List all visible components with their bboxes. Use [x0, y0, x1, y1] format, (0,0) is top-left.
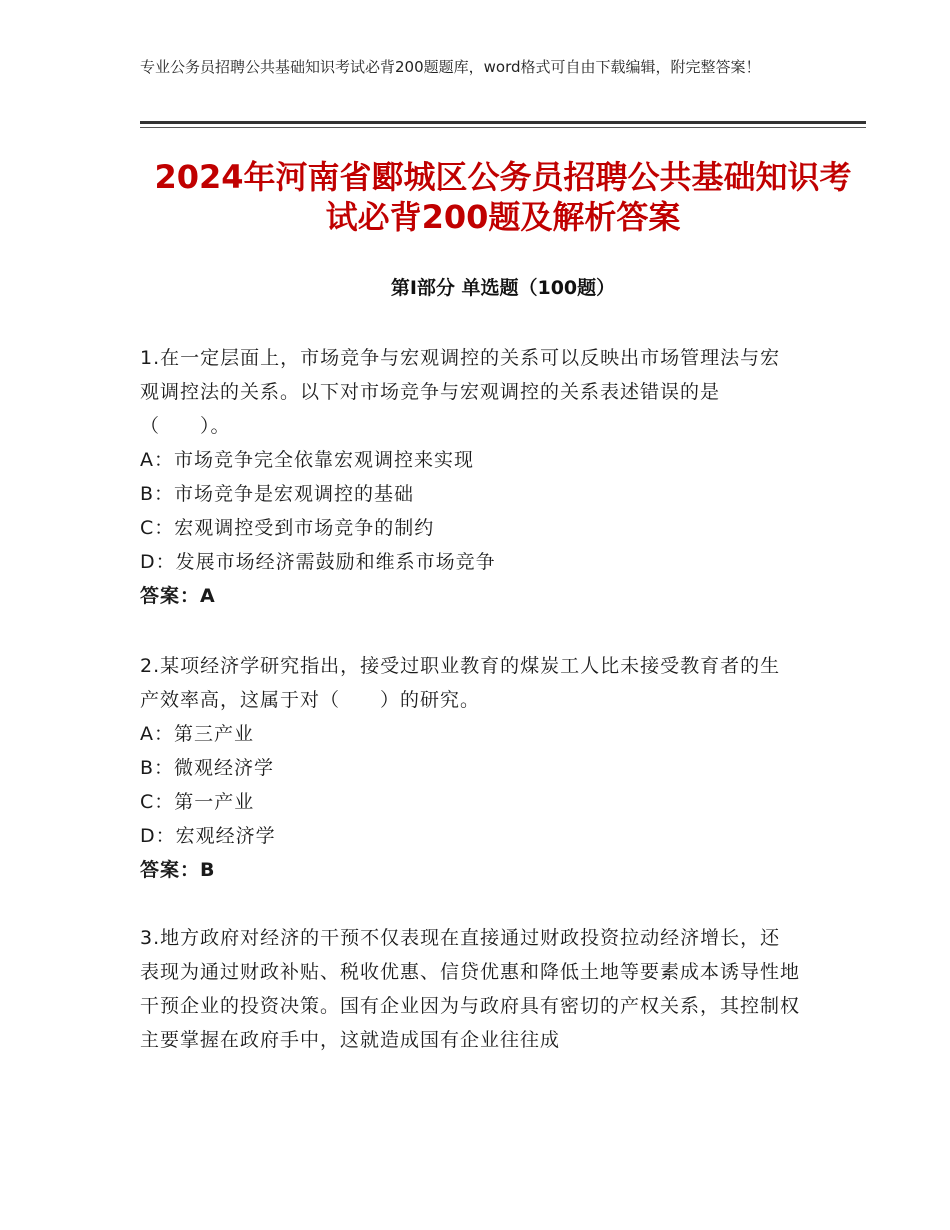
option-b: B：微观经济学	[140, 757, 275, 779]
answer: 答案：B	[140, 859, 216, 881]
answer: 答案：A	[140, 585, 216, 607]
section-heading: 第Ⅰ部分 单选题（100题）	[390, 277, 616, 299]
question-stem: 2.某项经济学研究指出，接受过职业教育的煤炭工人比未接受教育者的生产效率高，这属于对（ ）的研究。	[140, 655, 781, 711]
option-c: C：宏观调控受到市场竞争的制约	[140, 517, 435, 539]
question-stem: 1.在一定层面上，市场竞争与宏观调控的关系可以反映出市场管理法与宏观调控法的关系。以下对市场竞争与宏观调控的关系表述错误的是（ ）。	[140, 347, 781, 437]
option-c: C：第一产业	[140, 791, 255, 813]
question-3	[140, 921, 800, 1057]
header-divider-thick	[140, 121, 866, 124]
question-stem: 3.地方政府对经济的干预不仅表现在直接通过财政投资拉动经济增长，还表现为通过财政补贴、税收优惠、信贷优惠和降低土地等要素成本诱导性地干预企业的投资决策。国有企业因为与政府具有密切的产权关系，其控制权主要掌握在政府手中，这就造成国有企业往往成	[140, 927, 801, 1051]
question-1	[140, 341, 800, 613]
document-title: 2024年河南省郾城区公务员招聘公共基础知识考试必背200题及解析答案	[154, 158, 852, 236]
option-a: A：市场竞争完全依靠宏观调控来实现	[140, 449, 474, 471]
header-divider-thin	[140, 127, 866, 128]
option-b: B：市场竞争是宏观调控的基础	[140, 483, 415, 505]
header-note: 专业公务员招聘公共基础知识考试必背200题题库，word格式可自由下载编辑，附完整答案！	[140, 58, 761, 76]
question-2	[140, 649, 800, 887]
option-d: D：发展市场经济需鼓励和维系市场竞争	[140, 551, 496, 573]
option-a: A：第三产业	[140, 723, 254, 745]
option-d: D：宏观经济学	[140, 825, 276, 847]
